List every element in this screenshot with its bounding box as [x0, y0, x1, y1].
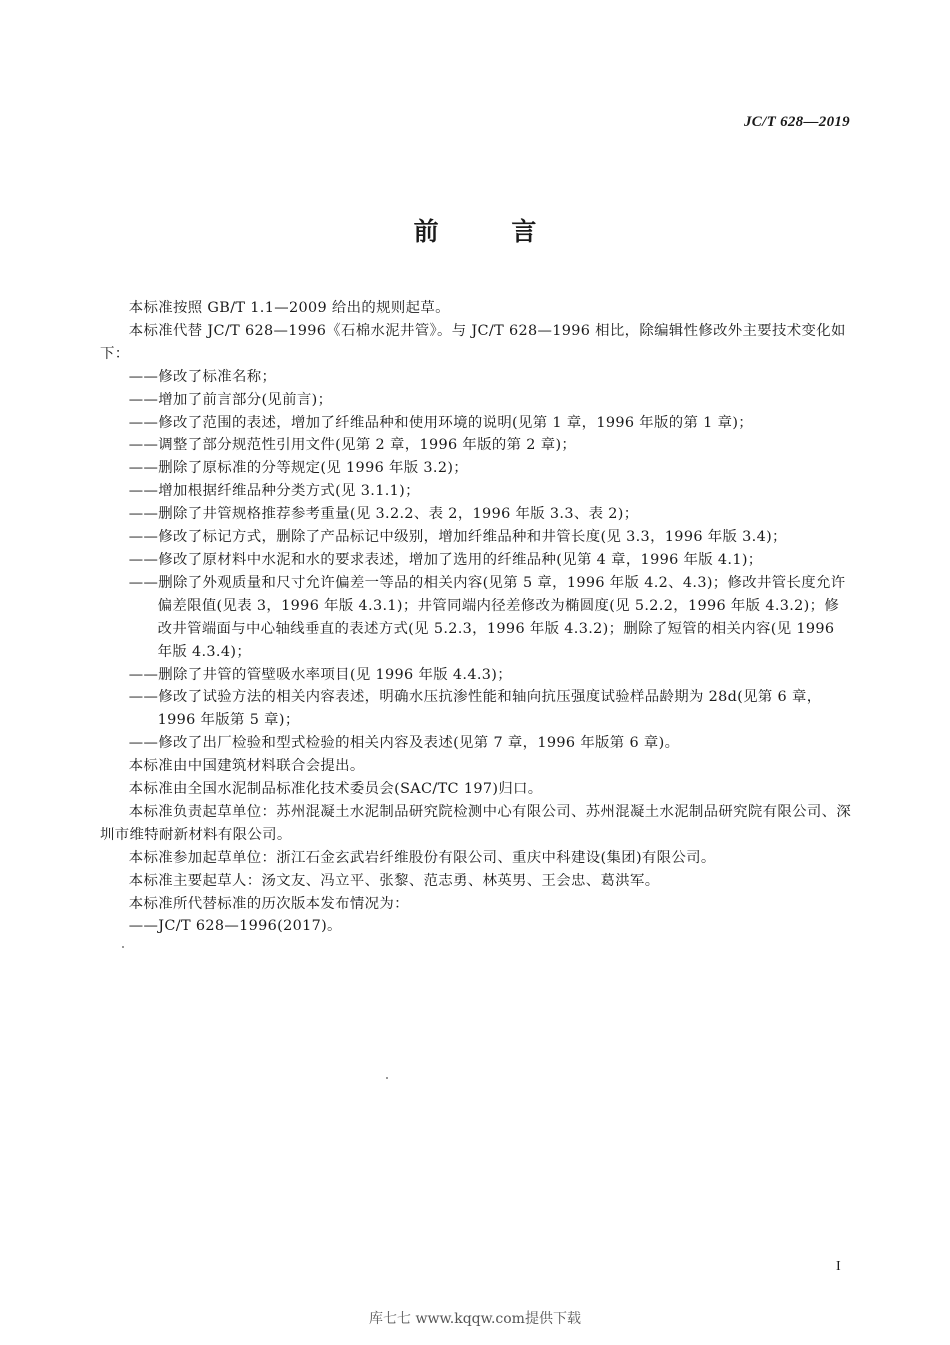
change-item: ——删除了外观质量和尺寸允许偏差一等品的相关内容(见第 5 章，1996 年版 4.2、4.3)；修改井管长度允许偏差限值(见表 3，1996 年版 4.3.1)；井管同端内径差修改为椭圆度(见 5.2.2，1996 年版 4.3.2)；修改井管端面与中心轴线垂直的表述方式(见 5.2.3，1996 年版 4.3.2)；删除了短管的相关内容(见 1996 年版 4.3.4)； [128, 574, 846, 660]
change-item: ——删除了井管规格推荐参考重量(见 3.2.2、表 2，1996 年版 3.3、表 2)； [128, 506, 639, 523]
scan-speck [122, 946, 124, 948]
paragraph-lead-drafters: 本标准负责起草单位：苏州混凝土水泥制品研究院检测中心有限公司、苏州混凝土水泥制品研究院有限公司、深圳市维特耐新材料有限公司。 [100, 803, 852, 843]
standard-code: JC/T 628—2019 [744, 114, 850, 130]
change-item: ——修改了标记方式，删除了产品标记中级别，增加纤维品种和井管长度(见 3.3，1996 年版 3.4)； [128, 529, 787, 546]
paragraph-replacement: 本标准代替 JC/T 628—1996《石棉水泥井管》。与 JC/T 628—1996 相比，除编辑性修改外主要技术变化如下： [100, 322, 846, 362]
paragraph-history-intro: 本标准所代替标准的历次版本发布情况为： [128, 895, 409, 912]
change-item: ——调整了部分规范性引用文件(见第 2 章，1996 年版的第 2 章)； [128, 437, 577, 454]
change-item: ——修改了范围的表述，增加了纤维品种和使用环境的说明(见第 1 章，1996 年版的第 1 章)； [128, 414, 754, 431]
paragraph-participating-drafters: 本标准参加起草单位：浙江石金玄武岩纤维股份有限公司、重庆中科建设(集团)有限公司。 [128, 849, 716, 866]
paragraph-proposer: 本标准由中国建筑材料联合会提出。 [128, 758, 365, 775]
change-item: ——删除了井管的管壁吸水率项目(见 1996 年版 4.4.3)； [128, 666, 512, 683]
change-item: ——修改了出厂检验和型式检验的相关内容及表述(见第 7 章，1996 年版第 6 章)。 [128, 735, 680, 752]
change-item: ——增加根据纤维品种分类方式(见 3.1.1)； [128, 483, 420, 500]
history-item: ——JC/T 628—1996(2017)。 [128, 918, 342, 935]
change-item: ——修改了标准名称； [128, 368, 277, 385]
download-watermark: 库七七 www.kqqw.com提供下载 [369, 1311, 581, 1327]
paragraph-drafting-rules: 本标准按照 GB/T 1.1—2009 给出的规则起草。 [128, 300, 450, 316]
paragraph-main-drafters: 本标准主要起草人：汤文友、冯立平、张黎、范志勇、林英男、王会忠、葛洪军。 [128, 872, 660, 889]
paragraph-committee: 本标准由全国水泥制品标准化技术委员会(SAC/TC 197)归口。 [128, 781, 543, 798]
change-item: ——修改了原材料中水泥和水的要求表述，增加了选用的纤维品种(见第 4 章，1996 年版 4.1)； [128, 551, 763, 568]
page-title: 前 言 [413, 217, 569, 246]
change-item: ——删除了原标准的分等规定(见 1996 年版 3.2)； [128, 460, 469, 477]
change-item: ——增加了前言部分(见前言)； [128, 391, 333, 408]
page-number: I [836, 1259, 841, 1274]
foreword-body [100, 297, 852, 938]
change-item: ——修改了试验方法的相关内容表述，明确水压抗渗性能和轴向抗压强度试验样品龄期为 28d(见第 6 章，1996 年版第 5 章)； [128, 689, 822, 729]
scan-speck [386, 1077, 388, 1079]
